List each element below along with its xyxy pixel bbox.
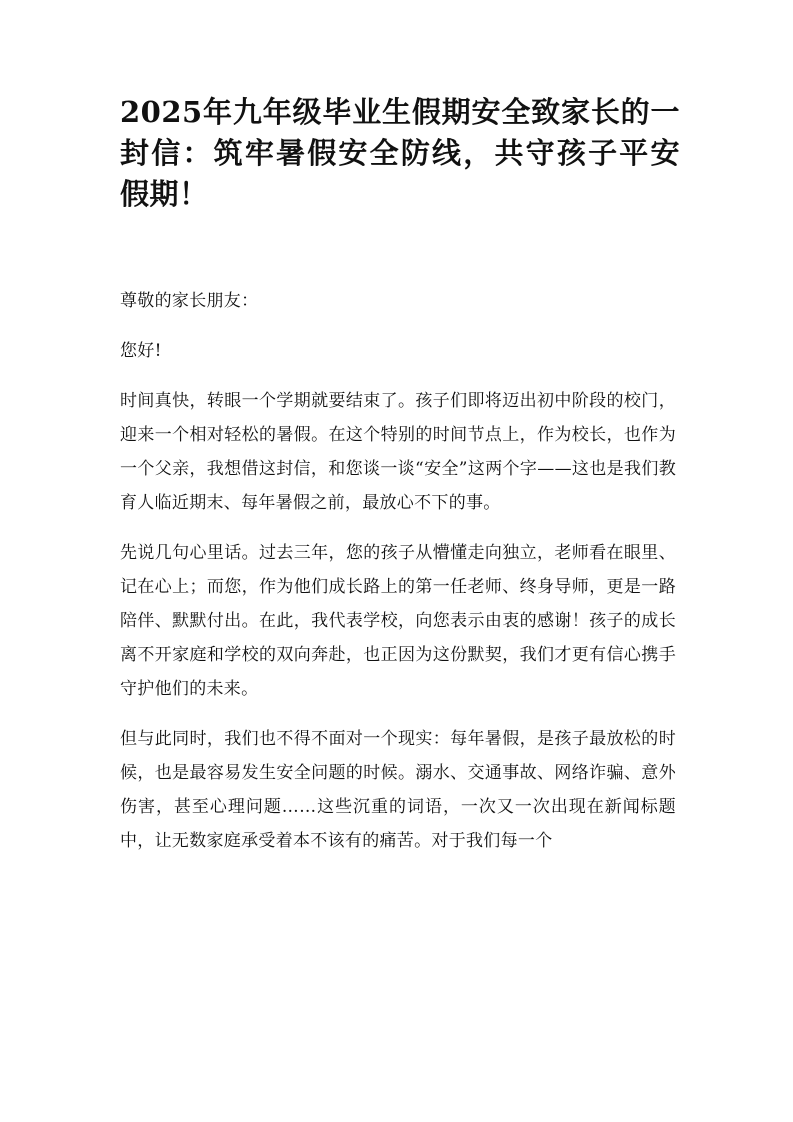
letter-salutation: 您好!: [120, 341, 162, 361]
letter-paragraph-2: 先说几句心里话。过去三年，您的孩子从懵懂走向独立，老师看在眼里、记在心上；而您，作为他们成长路上的第一任老师、终身导师，更是一路陪伴、默默付出。在此，我代表学校，向您表示由衷的感谢！孩子的成长离不开家庭和学校的双向奔赴，也正因为这份默契，我们才更有信心携手守护他们的未来。: [120, 543, 676, 699]
letter-greeting: 尊敬的家长朋友：: [120, 291, 259, 311]
letter-paragraph-1: 时间真快，转眼一个学期就要结束了。孩子们即将迈出初中阶段的校门，迎来一个相对轻松的暑假。在这个特别的时间节点上，作为校长，也作为一个父亲，我想借这封信，和您谈一谈“安全”这两个字——这也是我们教育人临近期末、每年暑假之前，最放心不下的事。: [120, 391, 676, 513]
document-title: 2025年九年级毕业生假期安全致家长的一封信：筑牢暑假安全防线，共守孩子平安假期！: [120, 95, 680, 211]
letter-body: [120, 284, 676, 858]
letter-paragraph-3: 但与此同时，我们也不得不面对一个现实：每年暑假，是孩子最放松的时候，也是最容易发生安全问题的时候。溺水、交通事故、网络诈骗、意外伤害，甚至心理问题……这些沉重的词语，一次又一次出现在新闻标题中，让无数家庭承受着本不该有的痛苦。对于我们每一个: [120, 729, 676, 851]
